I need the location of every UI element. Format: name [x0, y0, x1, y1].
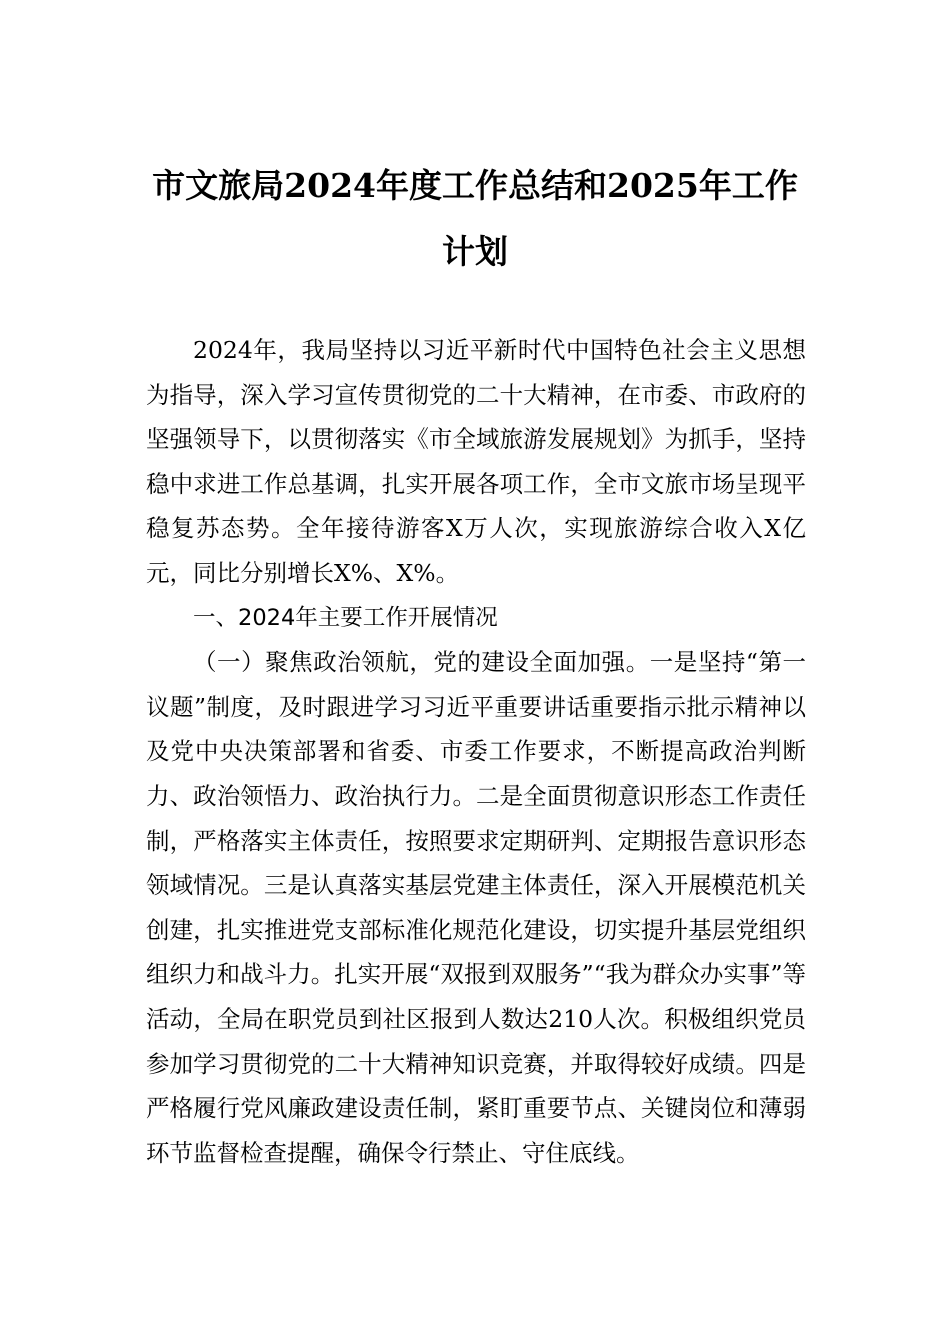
- document-body: [146, 328, 806, 1175]
- document-title-line1: 市文旅局2024年度工作总结和2025年工作: [152, 166, 798, 205]
- document-title-line2: 计划: [442, 232, 508, 271]
- section-paragraph: （一）聚焦政治领航，党的建设全面加强。一是坚持“第一议题”制度，及时跟进学习习近平重要讲话重要指示批示精神以及党中央决策部署和省委、市委工作要求，不断提高政治判断力、政治领悟力、政治执行力。二是全面贯彻意识形态工作责任制，严格落实主体责任，按照要求定期研判、定期报告意识形态领域情况。三是认真落实基层党建主体责任，深入开展模范机关创建，扎实推进党支部标准化规范化建设，切实提升基层党组织组织力和战斗力。扎实开展“双报到双服务”“我为群众办实事”等活动，全局在职党员到社区报到人数达210人次。积极组织党员参加学习贯彻党的二十大精神知识竞赛，并取得较好成绩。四是严格履行党风廉政建设责任制，紧盯重要节点、关键岗位和薄弱环节监督检查提醒，确保令行禁止、守住底线。: [146, 648, 806, 1167]
- section-heading: 一、2024年主要工作开展情况: [193, 604, 498, 631]
- intro-paragraph: 2024年，我局坚持以习近平新时代中国特色社会主义思想为指导，深入学习宣传贯彻党的二十大精神，在市委、市政府的坚强领导下，以贯彻落实《市全域旅游发展规划》为抓手，坚持稳中求进工作总基调，扎实开展各项工作，全市文旅市场呈现平稳复苏态势。全年接待游客X万人次，实现旅游综合收入X亿元，同比分别增长X%、X%。: [146, 336, 806, 587]
